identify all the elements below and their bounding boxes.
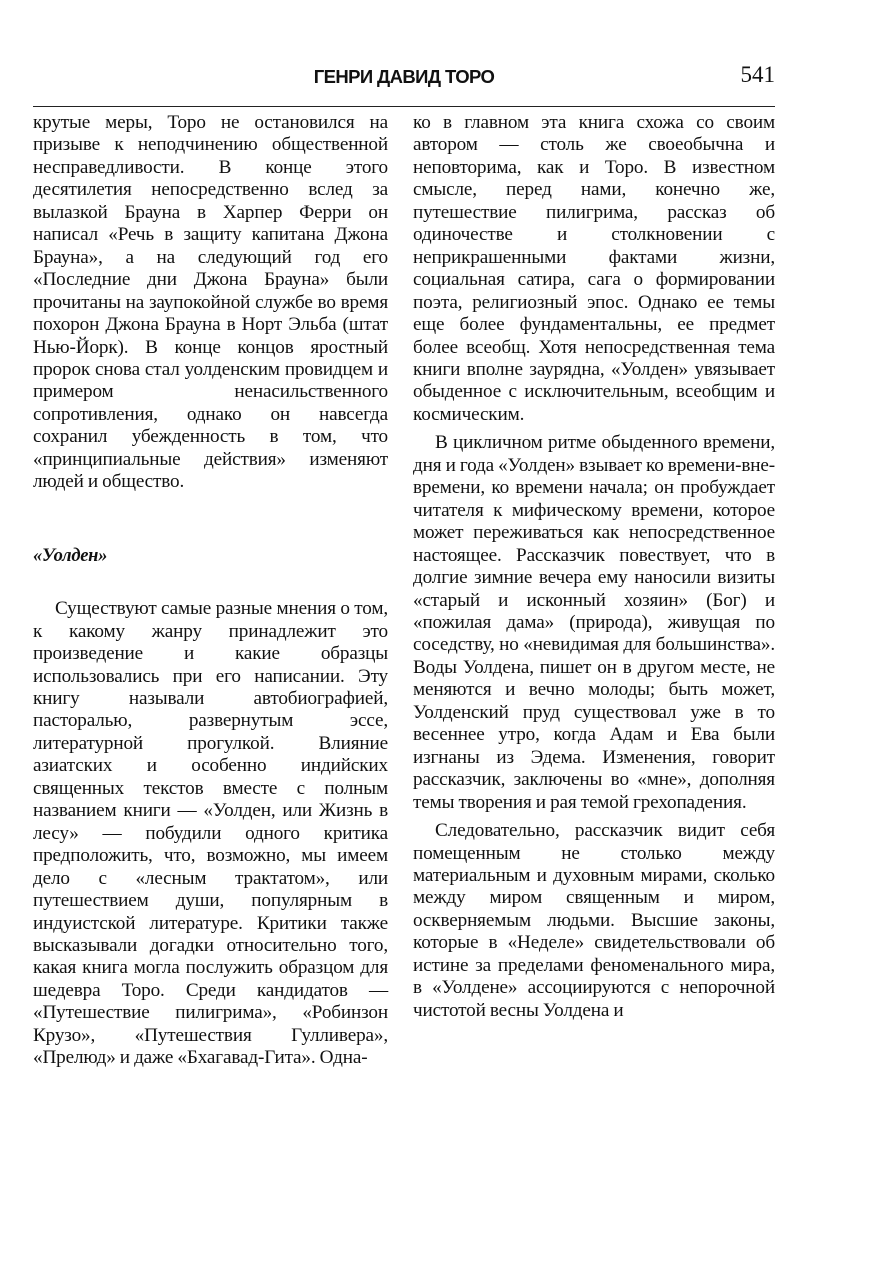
left-column [33, 112, 388, 1070]
body-paragraph: Существуют самые разные мнения о том, к какому жанру принадлежит это произведение и какие образцы использовались при его написании. Эту книгу называли автобиографией, пасторалью, развернутым эссе, литературной прогулкой. Влияние азиатских и особенно индийских священных текстов вместе с полным названием книги — «Уолден, или Жизнь в лесу» — побудили одного критика предположить, что, возможно, мы имеем дело с «лесным трактатом», или путешествием души, популярным в индуистской литературе. Критики также высказывали догадки относительно того, какая книга могла послужить образцом для шедевра Торо. Среди кандидатов — «Путешествие пилигрима», «Робинзон Крузо», «Путешествия Гулливера», «Прелюд» и даже «Бхагавад-Гита». Одна- [33, 598, 388, 1069]
right-column [413, 112, 775, 1022]
body-paragraph: крутые меры, Торо не остановился на призыве к неподчинению общественной несправедливости. В конце этого десятилетия непосредственно вслед за вылазкой Брауна в Харпер Ферри он написал «Речь в защиту капитана Джона Брауна», а на следующий год его «Последние дни Джона Брауна» были прочитаны на заупокойной службе во время похорон Джона Брауна в Норт Эльба (штат Нью-Йорк). В конце концов яростный пророк снова стал уолденским провидцем и примером ненасильственного сопротивления, однако он навсегда сохранил убежденность в том, что «принципиальные действия» изменяют людей и общество. [33, 112, 388, 493]
header-divider [33, 106, 775, 107]
body-paragraph: Следовательно, рассказчик видит себя помещенным не столько между материальным и духовным мирами, сколько между миром священным и миром, оскверняемым людьми. Высшие законы, которые в «Неделе» свидетельствовали об истине за пределами феноменального мира, в «Уолдене» ассоциируются с непорочной чистотой весны Уолдена и [413, 820, 775, 1021]
page-number: 541 [740, 62, 775, 87]
running-title: ГЕНРИ ДАВИД ТОРО [313, 66, 495, 87]
page-header [33, 62, 775, 94]
section-heading: «Уолден» [33, 545, 108, 566]
body-paragraph: ко в главном эта книга схожа со своим автором — столь же своеобычна и неповторима, как и Торо. В известном смысле, перед нами, конечно же, путешествие пилигрима, рассказ об одиночестве и столкновении с неприкрашенными фактами жизни, социальная сатира, сага о формировании поэта, религиозный эпос. Однако ее темы еще более фундаментальны, ее предмет более всеобщ. Хотя непосредственная тема книги вполне заурядна, «Уолден» увязывает обыденное с исключительным, всеобщим и космическим. [413, 112, 775, 425]
body-paragraph: В цикличном ритме обыденного времени, дня и года «Уолден» взывает ко времени-вне-времени, ко времени начала; он пробуждает читателя к мифическому времени, которое может переживаться как непосредственное настоящее. Рассказчик повествует, что в долгие зимние вечера ему наносили визиты «старый и исконный хозяин» (Бог) и «пожилая дама» (природа), живущая по соседству, но «невидимая для большинства». Воды Уолдена, пишет он в другом месте, не меняются и вечно молоды; быть может, Уолденский пруд существовал уже в то весеннее утро, когда Адам и Ева были изгнаны из Эдема. Изменения, говорит рассказчик, заключены во «мне», дополняя темы творения и рая темой грехопадения. [413, 432, 775, 813]
